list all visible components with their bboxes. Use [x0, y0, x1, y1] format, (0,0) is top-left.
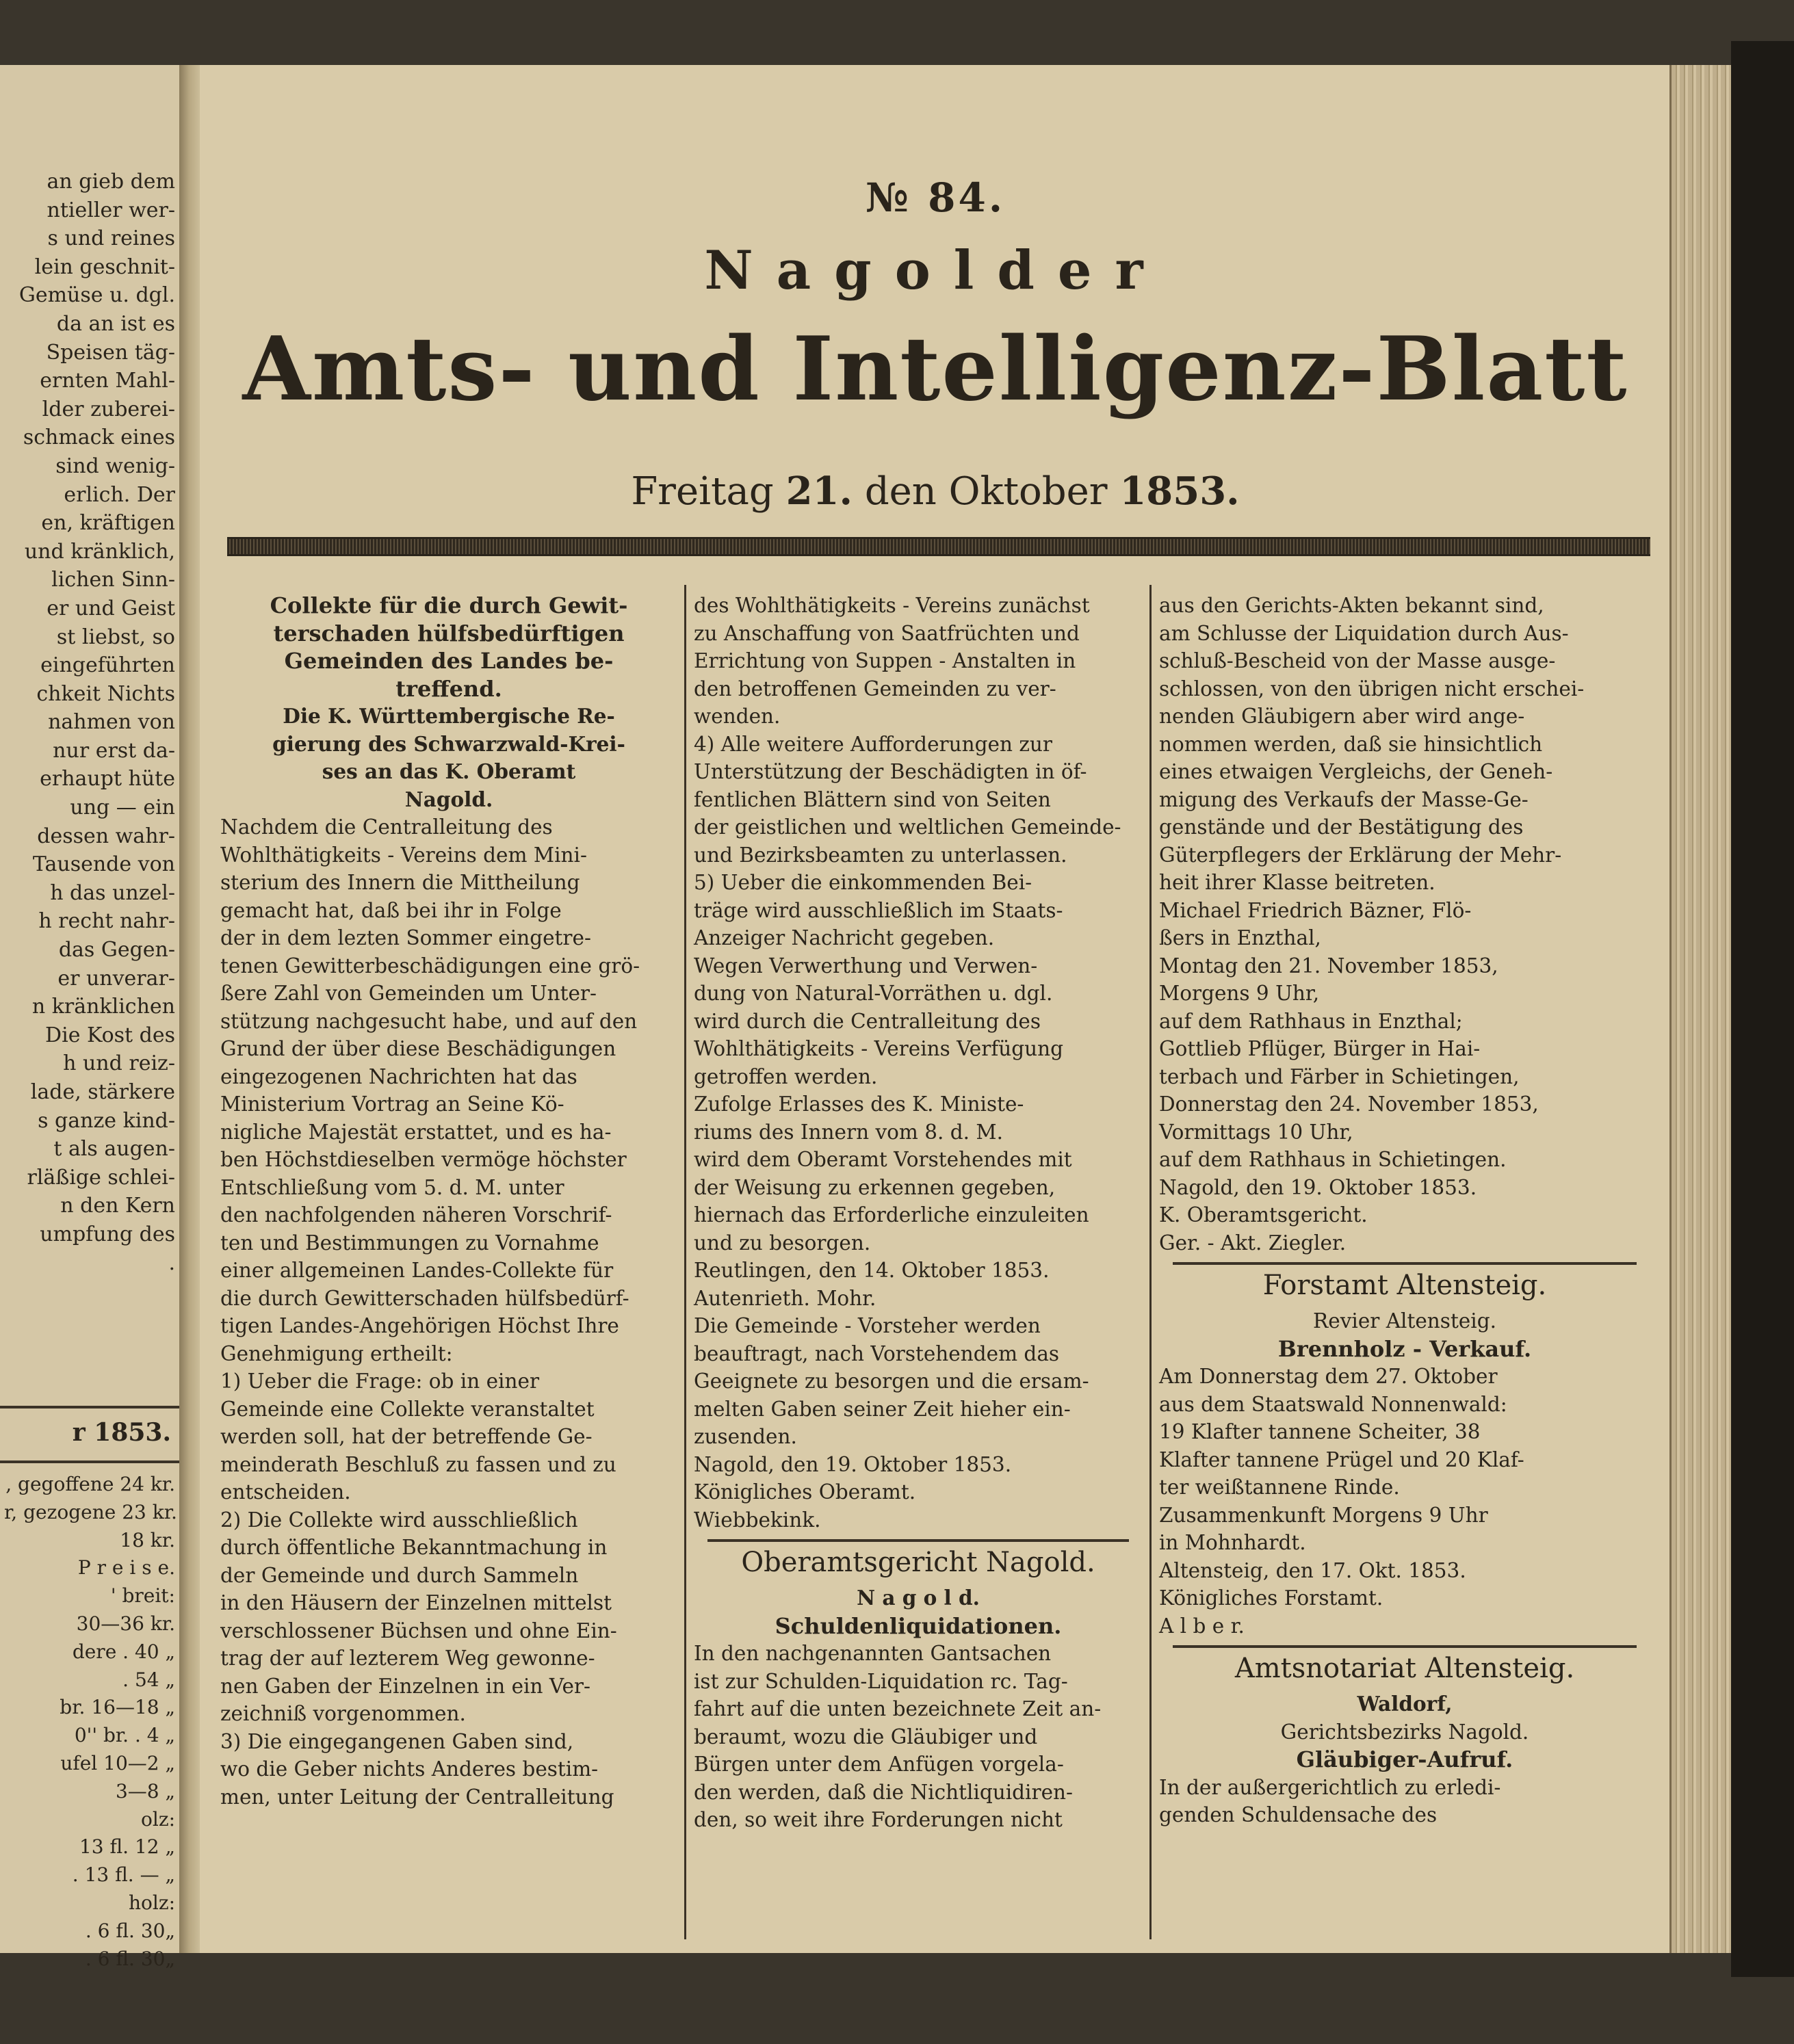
- dateline: [200, 469, 1671, 514]
- text-line: beauftragt, nach Vorstehendem das: [694, 1341, 1060, 1365]
- section-rule-3: [1173, 1645, 1637, 1648]
- left-page-line: en, kräftigen: [41, 511, 175, 536]
- text-line: 5) Ueber die einkommenden Bei-: [694, 871, 1032, 894]
- left-page-line: ung — ein: [70, 796, 175, 820]
- subheading-line: gierung des Schwarzwald-Krei-: [272, 731, 625, 756]
- left-page-line: st liebst, so: [56, 625, 175, 649]
- dateline-month: den Oktober: [864, 469, 1108, 514]
- page-edges: [1669, 65, 1733, 1953]
- text-line: getroffen werden.: [694, 1064, 878, 1088]
- text-line: verschlossener Büchsen und ohne Ein-: [220, 1619, 617, 1642]
- notariat-bezirk: Gerichtsbezirks Nagold.: [1280, 1720, 1529, 1744]
- left-page-line: an gieb dem: [47, 170, 175, 194]
- price-line: P r e i s e.: [77, 1556, 175, 1580]
- left-page-line: n den Kern: [60, 1194, 175, 1218]
- price-line: . 6 fl. 30„: [85, 1919, 175, 1942]
- text-line: terbach und Färber in Schietingen,: [1159, 1064, 1520, 1088]
- price-line: dere . 40 „: [72, 1640, 175, 1663]
- text-line: den nachfolgenden näheren Vorschrif-: [220, 1203, 612, 1227]
- text-line: Nagold, den 19. Oktober 1853.: [1159, 1175, 1477, 1199]
- text-line: Die Gemeinde - Vorsteher werden: [694, 1314, 1041, 1337]
- left-page-line: dessen wahr-: [37, 824, 175, 848]
- forstamt-revier: Revier Altensteig.: [1313, 1309, 1496, 1333]
- text-line: heit ihrer Klasse beitreten.: [1159, 871, 1435, 894]
- notariat-title: Amtsnotariat Altensteig.: [1234, 1653, 1575, 1684]
- text-line: In der außergerichtlich zu erledi-: [1159, 1775, 1501, 1799]
- left-page-line: rläßige schlei-: [27, 1165, 175, 1190]
- text-line: den werden, daß die Nichtliquidiren-: [694, 1780, 1073, 1804]
- text-line: auf dem Rathhaus in Enzthal;: [1159, 1009, 1463, 1033]
- left-page-line: .: [168, 1250, 175, 1275]
- left-page-line: nahmen von: [48, 710, 175, 735]
- text-line: migung des Verkaufs der Masse-Ge-: [1159, 787, 1529, 811]
- text-line: und Bezirksbeamten zu unterlassen.: [694, 843, 1067, 867]
- text-line: Reutlingen, den 14. Oktober 1853.: [694, 1259, 1050, 1282]
- column-2: [694, 592, 1143, 1834]
- regierung-heading: [220, 703, 677, 786]
- left-page-line: da an ist es: [56, 311, 175, 336]
- text-line: Donnerstag den 24. November 1853,: [1159, 1092, 1539, 1116]
- heading-line: treffend.: [395, 675, 502, 702]
- left-page-line: s und reines: [47, 226, 175, 251]
- text-line: Altensteig, den 17. Okt. 1853.: [1159, 1558, 1466, 1582]
- column-rule-2: [1149, 585, 1152, 1939]
- left-page-prices: [4, 1471, 175, 1973]
- left-page-line: Tausende von: [32, 852, 175, 877]
- text-line: 3) Die eingegangenen Gaben sind,: [220, 1729, 574, 1753]
- text-line: ist zur Schulden-Liquidation rc. Tag-: [694, 1669, 1068, 1693]
- price-line: 13 fl. 12 „: [79, 1835, 175, 1859]
- text-line: Errichtung von Suppen - Anstalten in: [694, 649, 1076, 672]
- text-line: Wegen Verwerthung und Verwen-: [694, 954, 1038, 978]
- text-line: 4) Alle weitere Aufforderungen zur: [694, 732, 1052, 756]
- text-line: trag der auf lezterem Weg gewonne-: [220, 1647, 595, 1670]
- text-line: schluß-Bescheid von der Masse ausge-: [1159, 649, 1556, 672]
- price-line: , gegoffene 24 kr.: [5, 1473, 175, 1495]
- text-line: den betroffenen Gemeinden zu ver-: [694, 677, 1056, 700]
- dateline-day: Freitag: [631, 469, 774, 514]
- text-line: und zu besorgen.: [694, 1231, 871, 1255]
- left-page-line: lichen Sinn-: [51, 568, 175, 592]
- text-line: gemacht hat, daß bei ihr in Folge: [220, 898, 562, 922]
- left-facing-page: [0, 65, 179, 1970]
- text-line: den, so weit ihre Forderungen nicht: [694, 1808, 1063, 1831]
- text-line: Am Donnerstag dem 27. Oktober: [1159, 1365, 1498, 1388]
- text-line: entscheiden.: [220, 1480, 351, 1504]
- column-3: [1159, 592, 1650, 1829]
- text-line: 19 Klafter tannene Scheiter, 38: [1159, 1420, 1481, 1443]
- liquidation-text-continued: [1159, 592, 1650, 1257]
- text-line: nenden Gläubigern aber wird ange-: [1159, 705, 1525, 728]
- text-line: nen Gaben der Einzelnen in ein Ver-: [220, 1674, 590, 1698]
- text-line: träge wird ausschließlich im Staats-: [694, 898, 1063, 922]
- left-page-heading: r 1853.: [72, 1418, 171, 1447]
- left-page-line: erhaupt hüte: [40, 767, 175, 791]
- text-line: ter weißtannene Rinde.: [1159, 1476, 1400, 1499]
- text-line: ben Höchstdieselben vermöge höchster: [220, 1148, 627, 1171]
- text-line: Gemeinde eine Collekte veranstaltet: [220, 1397, 595, 1421]
- text-line: riums des Innern vom 8. d. M.: [694, 1120, 1003, 1144]
- price-line: 3—8 „: [115, 1779, 175, 1803]
- text-line: Güterpflegers der Erklärung der Mehr-: [1159, 843, 1562, 867]
- left-page-line: h das unzel-: [50, 880, 175, 905]
- glaeubiger-aufruf-title: Gläubiger-Aufruf.: [1296, 1746, 1513, 1772]
- left-page-line: er unverar-: [57, 966, 175, 991]
- text-line: ten und Bestimmungen zu Vornahme: [220, 1231, 599, 1255]
- text-line: der Weisung zu erkennen gegeben,: [694, 1175, 1056, 1199]
- text-line: eines etwaigen Vergleichs, der Geneh-: [1159, 760, 1553, 783]
- left-rule-bottom: [0, 1460, 179, 1463]
- dateline-num: 21.: [785, 469, 853, 514]
- heading-line: Gemeinden des Landes be-: [284, 648, 614, 674]
- collekte-text: [220, 813, 677, 1811]
- left-page-line: lein geschnit-: [34, 254, 175, 279]
- subheading-line: ses an das K. Oberamt: [322, 759, 576, 783]
- left-page-line: schmack eines: [23, 425, 175, 450]
- text-line: Unterstützung der Beschädigten in öf-: [694, 760, 1087, 783]
- text-line: wo die Geber nichts Anderes bestim-: [220, 1757, 599, 1781]
- text-line: Michael Friedrich Bäzner, Flö-: [1159, 898, 1472, 922]
- text-line: in Mohnhardt.: [1159, 1531, 1306, 1554]
- left-page-line: lder zuberei-: [42, 397, 175, 421]
- left-page-line: das Gegen-: [58, 938, 175, 962]
- oberamtsgericht-place: N a g o l d.: [857, 1586, 980, 1610]
- text-line: am Schlusse der Liquidation durch Aus-: [1159, 621, 1569, 645]
- left-page-line: Speisen täg-: [46, 340, 175, 365]
- left-page-line: chkeit Nichts: [36, 681, 175, 706]
- text-line: beraumt, wozu die Gläubiger und: [694, 1725, 1038, 1748]
- text-line: wird dem Oberamt Vorstehendes mit: [694, 1148, 1072, 1171]
- text-line: dung von Natural-Vorräthen u. dgl.: [694, 982, 1053, 1005]
- oberamtsgericht-title: Oberamtsgericht Nagold.: [741, 1547, 1095, 1578]
- text-line: werden soll, hat der betreffende Ge-: [220, 1425, 593, 1448]
- schuldenliquidationen-title: Schuldenliquidationen.: [775, 1612, 1062, 1639]
- book-cover: [1731, 41, 1794, 1977]
- price-line: . 6 fl. 30„: [85, 1947, 175, 1970]
- text-line: melten Gaben seiner Zeit hieher ein-: [694, 1397, 1071, 1421]
- text-line: ßere Zahl von Gemeinden um Unter-: [220, 982, 597, 1005]
- text-line: Nagold, den 19. Oktober 1853.: [694, 1452, 1012, 1476]
- text-line: der in dem lezten Sommer eingetre-: [220, 926, 591, 949]
- collekte-text-continued: [694, 592, 1143, 1534]
- text-line: Zufolge Erlasses des K. Ministe-: [694, 1092, 1024, 1116]
- text-line: hiernach das Erforderliche einzuleiten: [694, 1203, 1089, 1227]
- left-page-line: und kränklich,: [24, 539, 175, 564]
- text-line: wird durch die Centralleitung des: [694, 1009, 1041, 1033]
- text-line: nigliche Majestät erstattet, und es ha-: [220, 1120, 612, 1144]
- price-line: ' breit:: [110, 1584, 175, 1608]
- left-page-line: er und Geist: [47, 596, 175, 620]
- notariat-text: [1159, 1774, 1650, 1829]
- price-line: . 54 „: [122, 1668, 175, 1691]
- text-line: Geeignete zu besorgen und die ersam-: [694, 1370, 1089, 1393]
- notariat-place: Waldorf,: [1357, 1692, 1453, 1716]
- price-line: 0'' br. . 4 „: [74, 1724, 175, 1747]
- text-line: Nachdem die Centralleitung des: [220, 815, 553, 839]
- text-line: 2) Die Collekte wird ausschließlich: [220, 1508, 578, 1532]
- column-1: [220, 592, 677, 1811]
- masthead-title: Amts- und Intelligenz-Blatt: [242, 318, 1628, 421]
- forstamt-title: Forstamt Altensteig.: [1262, 1270, 1547, 1301]
- text-line: Entschließung vom 5. d. M. unter: [220, 1175, 564, 1199]
- text-line: Ger. - Akt. Ziegler.: [1159, 1231, 1347, 1255]
- dateline-year: 1853.: [1119, 469, 1240, 514]
- text-line: schlossen, von den übrigen nicht erschei-: [1159, 677, 1585, 700]
- left-page-line: ernten Mahl-: [40, 369, 175, 393]
- left-page-line: ntieller wer-: [47, 198, 175, 222]
- left-page-line: lade, stärkere: [30, 1080, 175, 1104]
- text-line: aus dem Staatswald Nonnenwald:: [1159, 1392, 1507, 1416]
- liquidation-text: [694, 1640, 1143, 1834]
- text-line: nommen werden, daß sie hinsichtlich: [1159, 732, 1543, 756]
- left-page-line: erlich. Der: [64, 482, 175, 507]
- section-rule: [707, 1539, 1129, 1542]
- text-line: meinderath Beschluß zu fassen und zu: [220, 1452, 616, 1476]
- left-page-line: s ganze kind-: [38, 1108, 175, 1133]
- price-line: br. 16—18 „: [60, 1696, 175, 1719]
- text-line: durch öffentliche Bekanntmachung in: [220, 1536, 608, 1559]
- text-line: zeichniß vorgenommen.: [220, 1702, 466, 1725]
- text-line: sterium des Innern die Mittheilung: [220, 871, 580, 894]
- left-page-text: [4, 168, 175, 1277]
- text-line: des Wohlthätigkeits - Vereins zunächst: [694, 594, 1090, 617]
- text-line: Gottlieb Pflüger, Bürger in Hai-: [1159, 1037, 1481, 1060]
- book-gutter: [179, 65, 200, 1953]
- text-line: ßers in Enzthal,: [1159, 926, 1321, 949]
- price-line: 18 kr.: [120, 1528, 175, 1551]
- left-page-line: nur erst da-: [53, 738, 175, 763]
- column-rule-1: [684, 585, 686, 1939]
- text-line: Ministerium Vortrag an Seine Kö-: [220, 1092, 564, 1116]
- text-line: genstände und der Bestätigung des: [1159, 815, 1524, 839]
- text-line: genden Schuldensache des: [1159, 1803, 1438, 1826]
- left-page-line: h recht nahr-: [38, 909, 175, 934]
- heading-line: terschaden hülfsbedürftigen: [273, 620, 625, 646]
- price-line: holz:: [128, 1891, 175, 1914]
- text-line: auf dem Rathhaus in Schietingen.: [1159, 1148, 1507, 1171]
- left-page-line: n kränklichen: [31, 995, 175, 1019]
- text-line: A l b e r.: [1159, 1614, 1245, 1638]
- text-line: stützung nachgesucht habe, und auf den: [220, 1009, 638, 1033]
- text-line: Vormittags 10 Uhr,: [1159, 1120, 1353, 1144]
- price-line: ufel 10—2 „: [60, 1751, 175, 1774]
- text-line: Königliches Forstamt.: [1159, 1586, 1383, 1610]
- left-page-line: sind wenig-: [55, 454, 175, 478]
- subheading-line: Die K. Württembergische Re-: [283, 704, 615, 728]
- left-rule-top: [0, 1406, 179, 1408]
- left-page-line: Gemüse u. dgl.: [18, 283, 175, 308]
- price-line: 30—36 kr.: [76, 1612, 175, 1635]
- text-line: der geistlichen und weltlichen Gemeinde-: [694, 815, 1121, 839]
- text-line: fahrt auf die unten bezeichnete Zeit an-: [694, 1697, 1102, 1720]
- text-line: tenen Gewitterbeschädigungen eine grö-: [220, 954, 640, 978]
- text-line: Genehmigung ertheilt:: [220, 1341, 453, 1365]
- heading-line: Collekte für die durch Gewit-: [270, 592, 628, 618]
- text-line: K. Oberamtsgericht.: [1159, 1203, 1368, 1227]
- price-line: r, gezogene 23 kr.: [4, 1500, 177, 1523]
- regierung-heading-place: Nagold.: [404, 787, 493, 811]
- text-line: Zusammenkunft Morgens 9 Uhr: [1159, 1503, 1488, 1527]
- text-line: Autenrieth. Mohr.: [694, 1286, 876, 1310]
- text-line: Bürgen unter dem Anfügen vorgela-: [694, 1753, 1064, 1776]
- price-line: . 13 fl. — „: [72, 1863, 175, 1887]
- section-rule-2: [1173, 1262, 1637, 1265]
- text-line: Wohlthätigkeits - Vereins Verfügung: [694, 1037, 1064, 1060]
- text-line: tigen Landes-Angehörigen Höchst Ihre: [220, 1314, 619, 1337]
- text-line: eingezogenen Nachrichten hat das: [220, 1064, 577, 1088]
- forstamt-text: [1159, 1363, 1650, 1640]
- text-line: Anzeiger Nachricht gegeben.: [694, 926, 995, 949]
- issue-number: № 84.: [865, 174, 1006, 221]
- left-page-line: t als augen-: [53, 1137, 175, 1162]
- brennholz-title: Brennholz - Verkauf.: [1277, 1335, 1532, 1362]
- left-page-line: umpfung des: [40, 1222, 175, 1246]
- main-page: [200, 65, 1671, 1953]
- masthead-town: Nagolder: [704, 239, 1167, 302]
- text-line: Morgens 9 Uhr,: [1159, 982, 1320, 1005]
- text-line: einer allgemeinen Landes-Collekte für: [220, 1259, 614, 1282]
- text-line: 1) Ueber die Frage: ob in einer: [220, 1370, 540, 1393]
- left-page-line: Die Kost des: [45, 1023, 175, 1047]
- text-line: Königliches Oberamt.: [694, 1480, 916, 1504]
- text-line: die durch Gewitterschaden hülfsbedürf-: [220, 1286, 629, 1310]
- text-line: Montag den 21. November 1853,: [1159, 954, 1498, 978]
- text-line: Grund der über diese Beschädigungen: [220, 1037, 616, 1060]
- text-line: fentlichen Blättern sind von Seiten: [694, 787, 1051, 811]
- text-line: in den Häusern der Einzelnen mittelst: [220, 1591, 612, 1614]
- text-line: Wiebbekink.: [694, 1508, 821, 1532]
- collekte-heading: [220, 592, 677, 703]
- text-line: der Gemeinde und durch Sammeln: [220, 1563, 579, 1587]
- left-page-line: h und reiz-: [63, 1051, 175, 1076]
- text-line: Klafter tannene Prügel und 20 Klaf-: [1159, 1447, 1524, 1471]
- text-line: zu Anschaffung von Saatfrüchten und: [694, 621, 1080, 645]
- price-line: olz:: [141, 1807, 175, 1831]
- masthead-rule: [227, 537, 1650, 556]
- text-line: wenden.: [694, 705, 781, 728]
- text-line: In den nachgenannten Gantsachen: [694, 1642, 1052, 1665]
- text-line: men, unter Leitung der Centralleitung: [220, 1785, 614, 1809]
- left-page-line: eingeführten: [40, 653, 175, 678]
- text-line: zusenden.: [694, 1425, 797, 1448]
- text-line: Wohlthätigkeits - Vereins dem Mini-: [220, 843, 587, 867]
- text-line: aus den Gerichts-Akten bekannt sind,: [1159, 594, 1544, 617]
